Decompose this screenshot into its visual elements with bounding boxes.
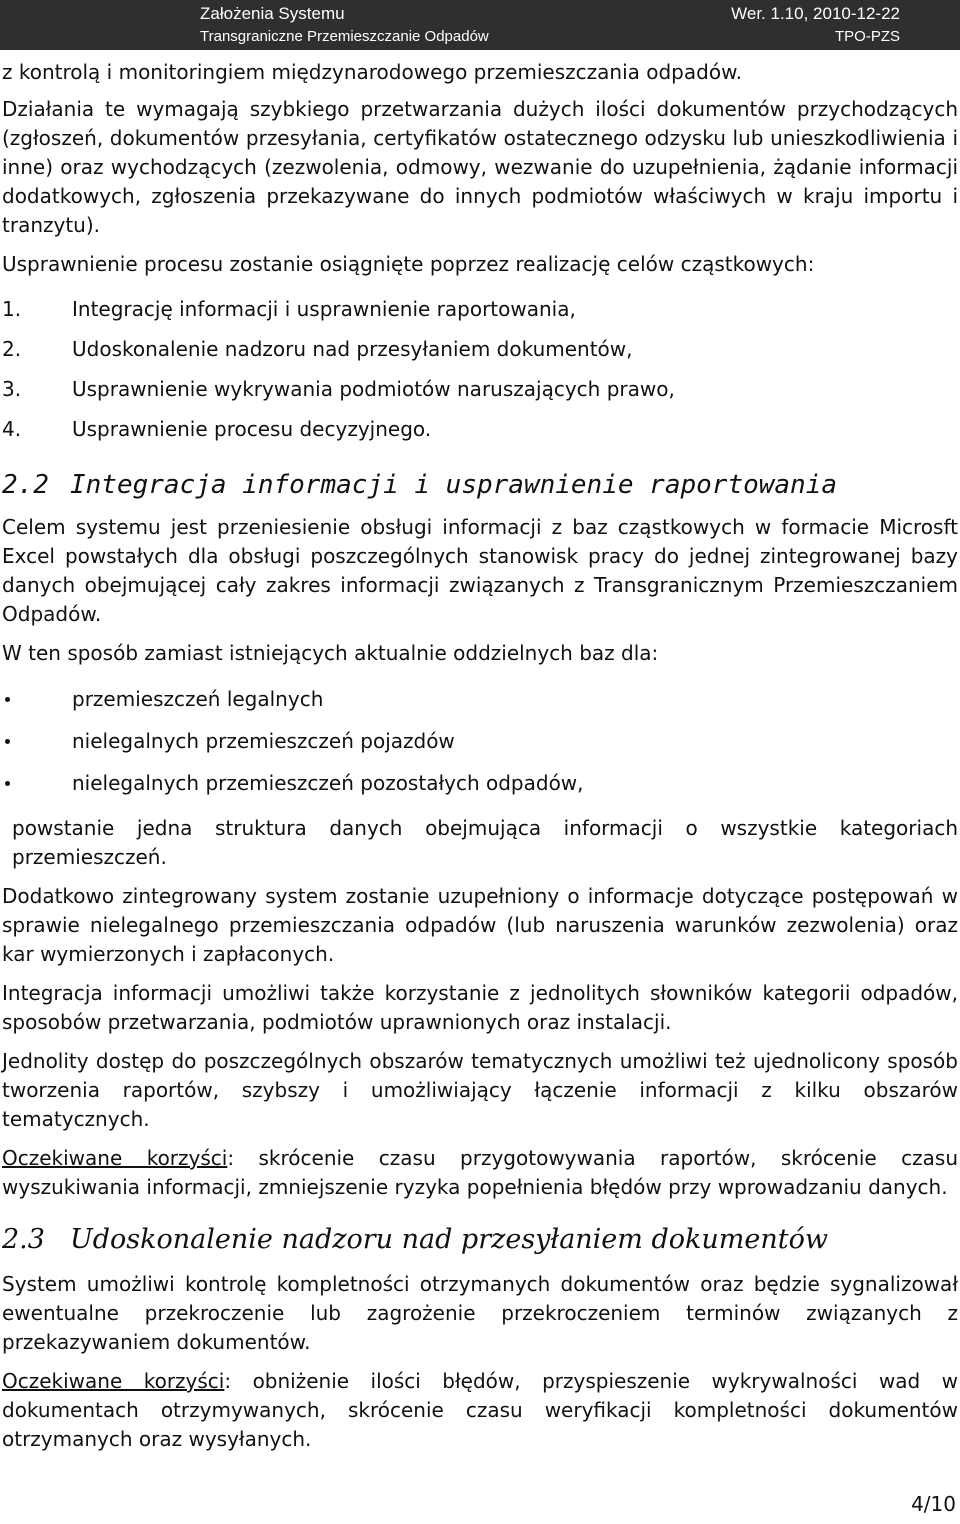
bullet-item (2, 762, 958, 804)
benefits-text: : obniżenie ilości błędów, przyspieszenie wykrywalności wad w dokumentach otrzymywanych, skrócenie czasu weryfikacji kompletności dokumentów otrzymanych oraz wysyłanych. (2, 1369, 958, 1451)
section-2-2-paragraph: Integracja informacji umożliwi także korzystanie z jednolitych słowników kategorii odpadów, sposobów przetwarzania, podmiotów uprawnionych oraz instalacji. (2, 981, 958, 1034)
goal-item (2, 409, 958, 449)
section-heading-2-2 (2, 469, 958, 501)
header-code: TPO-PZS (834, 28, 900, 45)
header-version: Wer. 1.10, 2010-12-22 (731, 4, 900, 23)
section-2-2-paragraph: Celem systemu jest przeniesienie obsługi informacji z baz cząstkowych w formacie Microsft Excel powstałych dla obsługi poszczególnych stanowisk pracy do jednej zintegrowanej bazy danych obejmującej cały zakres informacji związanych z Transgranicznym Przemieszczaniem Odpadów. (2, 515, 958, 626)
section-2-3-benefits (2, 1367, 958, 1454)
bullet-item (2, 678, 958, 720)
goal-item (2, 329, 958, 369)
section-title: Udoskonalenie nadzoru nad przesyłaniem dokumentów (70, 1224, 828, 1255)
goal-number: 1. (2, 297, 22, 321)
goals-list (2, 289, 958, 449)
section-2-2-paragraph: W ten sposób zamiast istniejących aktualnie oddzielnych baz dla: (2, 641, 659, 665)
section-2-2-paragraph: Jednolity dostęp do poszczególnych obszarów tematycznych umożliwi też ujednolicony sposób tworzenia raportów, szybszy i umożliwiający łączenie informacji z kilku obszarów tematycznych. (2, 1049, 958, 1131)
header-title: Założenia Systemu (200, 4, 345, 23)
section-number: 2.2 (2, 470, 49, 500)
benefits-label: Oczekiwane korzyści (2, 1146, 228, 1170)
benefits-text: : skrócenie czasu przygotowywania raportów, skrócenie czasu wyszukiwania informacji, zmniejszenie ryzyka popełnienia błędów przy wprowadzaniu danych. (2, 1146, 959, 1199)
database-bullet-list (2, 678, 958, 804)
goal-number: 3. (2, 377, 22, 401)
section-2-2-paragraph: Dodatkowo zintegrowany system zostanie uzupełniony o informacje dotyczące postępowań w sprawie nielegalnego przemieszczania odpadów (lub naruszenia warunków zezwolenia) oraz kar wymierzonych i zapłaconych. (2, 884, 958, 966)
benefits-label: Oczekiwane korzyści (2, 1369, 225, 1393)
section-2-2-benefits (2, 1144, 958, 1202)
goal-text: Usprawnienie wykrywania podmiotów naruszających prawo, (72, 377, 675, 401)
goal-text: Usprawnienie procesu decyzyjnego. (72, 417, 432, 441)
goal-item (2, 289, 958, 329)
goal-number: 4. (2, 417, 22, 441)
bullet-icon (2, 762, 72, 804)
paragraph-improvement: Usprawnienie procesu zostanie osiągnięte poprzez realizację celów cząstkowych: (2, 252, 815, 276)
section-number: 2.3 (2, 1224, 45, 1255)
goal-text: Integrację informacji i usprawnienie raportowania, (72, 297, 576, 321)
section-title: Integracja informacji i usprawnienie raportowania (70, 470, 838, 500)
section-2-3-paragraph: System umożliwi kontrolę kompletności otrzymanych dokumentów oraz będzie sygnalizował ewentualne przekroczenie lub zagrożenie przekroczeniem terminów związanych z przekazywaniem dokumentów. (2, 1272, 958, 1354)
header-subtitle: Transgraniczne Przemieszczanie Odpadów (200, 28, 489, 45)
paragraph-actions: Działania te wymagają szybkiego przetwarzania dużych ilości dokumentów przychodzących (zgłoszeń, dokumentów przesyłania, certyfikatów ostatecznego odzysku lub unieszkodliwienia i inne) oraz wychodzących (zezwolenia, odmowy, wezwanie do uzupełnienia, żądanie informacji dodatkowych, zgłoszenia przekazywane do innych podmiotów właściwych w kraju importu i tranzytu). (2, 97, 958, 237)
intro-line: z kontrolą i monitoringiem międzynarodowego przemieszczania odpadów. (2, 60, 742, 84)
section-2-2-paragraph: powstanie jedna struktura danych obejmująca informacji o wszystkie kategoriach przemieszczeń. (12, 816, 958, 869)
bullet-icon (2, 720, 72, 762)
page-number: 4/10 (911, 1492, 956, 1516)
bullet-text: przemieszczeń legalnych (72, 687, 324, 711)
bullet-text: nielegalnych przemieszczeń pojazdów (72, 729, 455, 753)
goal-text: Udoskonalenie nadzoru nad przesyłaniem dokumentów, (72, 337, 633, 361)
goal-number: 2. (2, 337, 22, 361)
goal-item (2, 369, 958, 409)
document-body (2, 58, 958, 1464)
section-heading-2-3 (2, 1224, 958, 1256)
page-header (0, 0, 960, 50)
bullet-item (2, 720, 958, 762)
bullet-text: nielegalnych przemieszczeń pozostałych odpadów, (72, 771, 584, 795)
bullet-icon (2, 678, 72, 720)
